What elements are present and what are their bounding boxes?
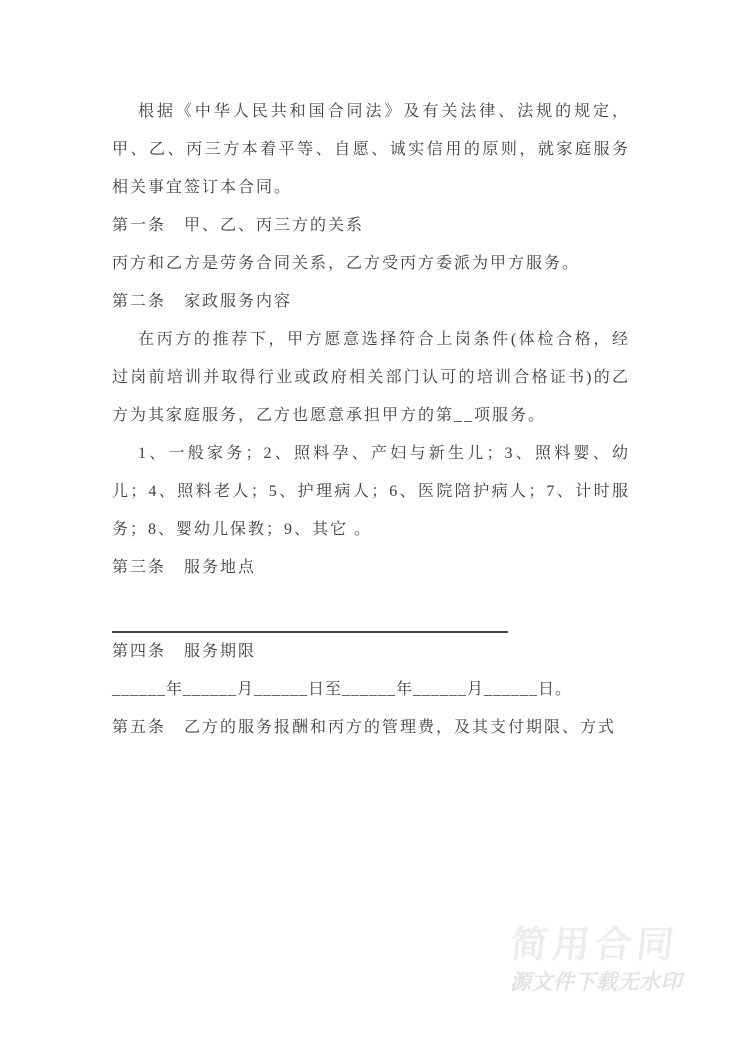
watermark-subtitle: 源文件下载无水印 (510, 971, 682, 994)
article-4-heading: 第四条 服务期限 (112, 643, 257, 660)
article-1-heading: 第一条 甲、乙、丙三方的关系 (112, 217, 365, 234)
article-3-heading: 第三条 服务地点 (112, 559, 257, 576)
service-period-blank-line: ______年______月______日至______年______月______日。 (112, 681, 573, 698)
article-2-paragraph-2: 1、一般家务；2、照料孕、产妇与新生儿；3、照料婴、幼儿；4、照料老人；5、护理病人；6、医院陪护病人；7、计时服务；8、婴幼儿保教；9、其它 。 (112, 445, 630, 538)
article-1-body: 丙方和乙方是劳务合同关系，乙方受丙方委派为甲方服务。 (112, 255, 581, 272)
article-2-heading: 第二条 家政服务内容 (112, 293, 293, 310)
contract-body (112, 93, 630, 747)
watermark-title: 简用合同 (508, 924, 681, 965)
article-5-heading: 第五条 乙方的服务报酬和丙方的管理费，及其支付期限、方式 (112, 719, 617, 736)
intro-paragraph: 根据《中华人民共和国合同法》及有关法律、法规的规定，甲、乙、丙三方本着平等、自愿、诚实信用的原则，就家庭服务相关事宜签订本合同。 (112, 103, 630, 196)
article-2-paragraph-1: 在丙方的推荐下，甲方愿意选择符合上岗条件(体检合格，经过岗前培训并取得行业或政府相关部门认可的培训合格证书)的乙方为其家庭服务，乙方也愿意承担甲方的第__项服务。 (112, 331, 630, 424)
